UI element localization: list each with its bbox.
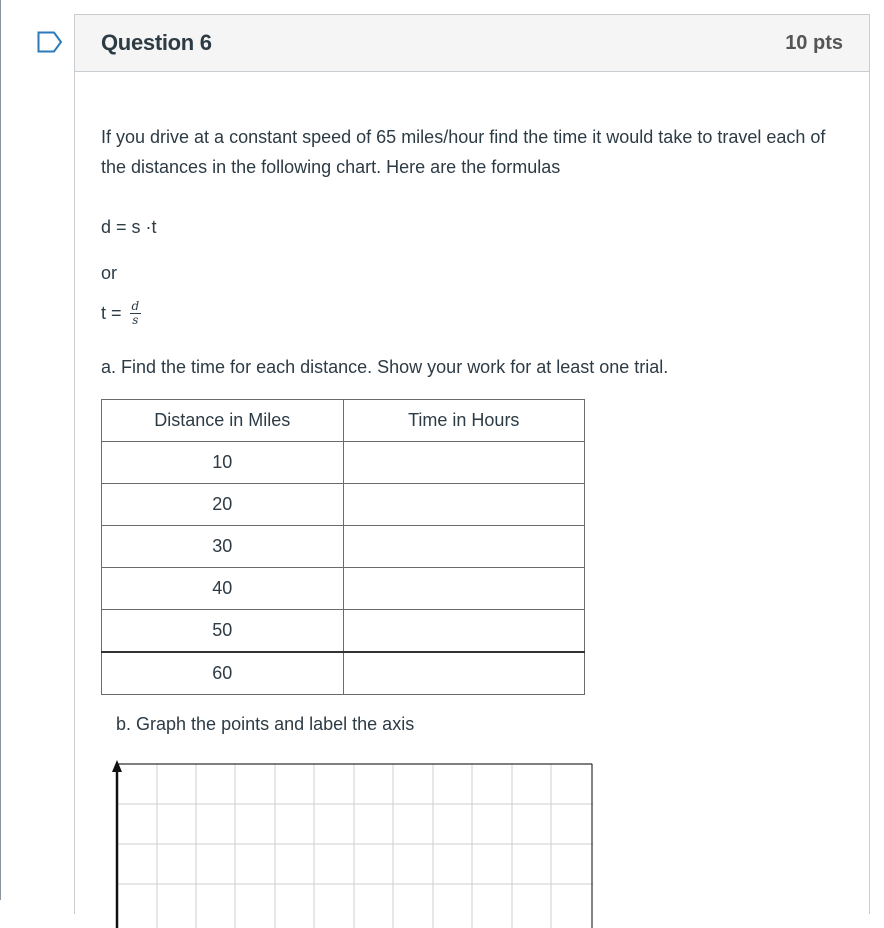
question-intro-text: If you drive at a constant speed of 65 miles/hour find the time it would take to travel each of the distances in the following chart. Here are the formulas: [101, 127, 826, 177]
table-row: [102, 526, 585, 568]
time-cell: [343, 442, 584, 484]
fraction-denominator: s: [132, 313, 139, 327]
question-title: Question 6: [101, 30, 212, 55]
table-row: [102, 484, 585, 526]
question-points: 10 pts: [785, 31, 843, 54]
distance-cell: 60: [102, 652, 344, 695]
y-axis-arrow-icon: [112, 760, 122, 772]
page-left-border: [0, 0, 1, 900]
table-row: [102, 442, 585, 484]
time-cell: [343, 610, 584, 653]
question-header: [75, 15, 869, 72]
distance-time-table: [101, 399, 585, 695]
bookmark-flag-icon[interactable]: [37, 31, 63, 53]
question-body: [101, 122, 849, 734]
table-row: [102, 568, 585, 610]
part-a-instructions: a. Find the time for each distance. Show your work for at least one trial.: [101, 357, 669, 377]
table-header-row: [102, 400, 585, 442]
distance-cell: 20: [102, 484, 344, 526]
formula-distance: d = s ·t: [101, 217, 157, 237]
time-cell: [343, 484, 584, 526]
distance-cell: 30: [102, 526, 344, 568]
grid-lines: [117, 764, 593, 928]
table-row: [102, 610, 585, 653]
distance-cell: 40: [102, 568, 344, 610]
fraction-numerator: d: [131, 299, 140, 313]
time-cell: [343, 652, 584, 695]
distance-cell: 50: [102, 610, 344, 653]
table-header-time: Time in Hours: [343, 400, 584, 442]
distance-cell: 10: [102, 442, 344, 484]
part-b-instructions: b. Graph the points and label the axis: [116, 714, 415, 734]
formula-fraction: [130, 300, 142, 327]
table-row: [102, 652, 585, 695]
time-cell: [343, 568, 584, 610]
formula-time-lhs: t =: [101, 303, 122, 323]
formula-time: [101, 300, 141, 327]
time-cell: [343, 526, 584, 568]
blank-graph-grid: [109, 748, 593, 928]
or-text: or: [101, 263, 118, 283]
table-header-distance: Distance in Miles: [102, 400, 344, 442]
question-card: [74, 14, 870, 914]
